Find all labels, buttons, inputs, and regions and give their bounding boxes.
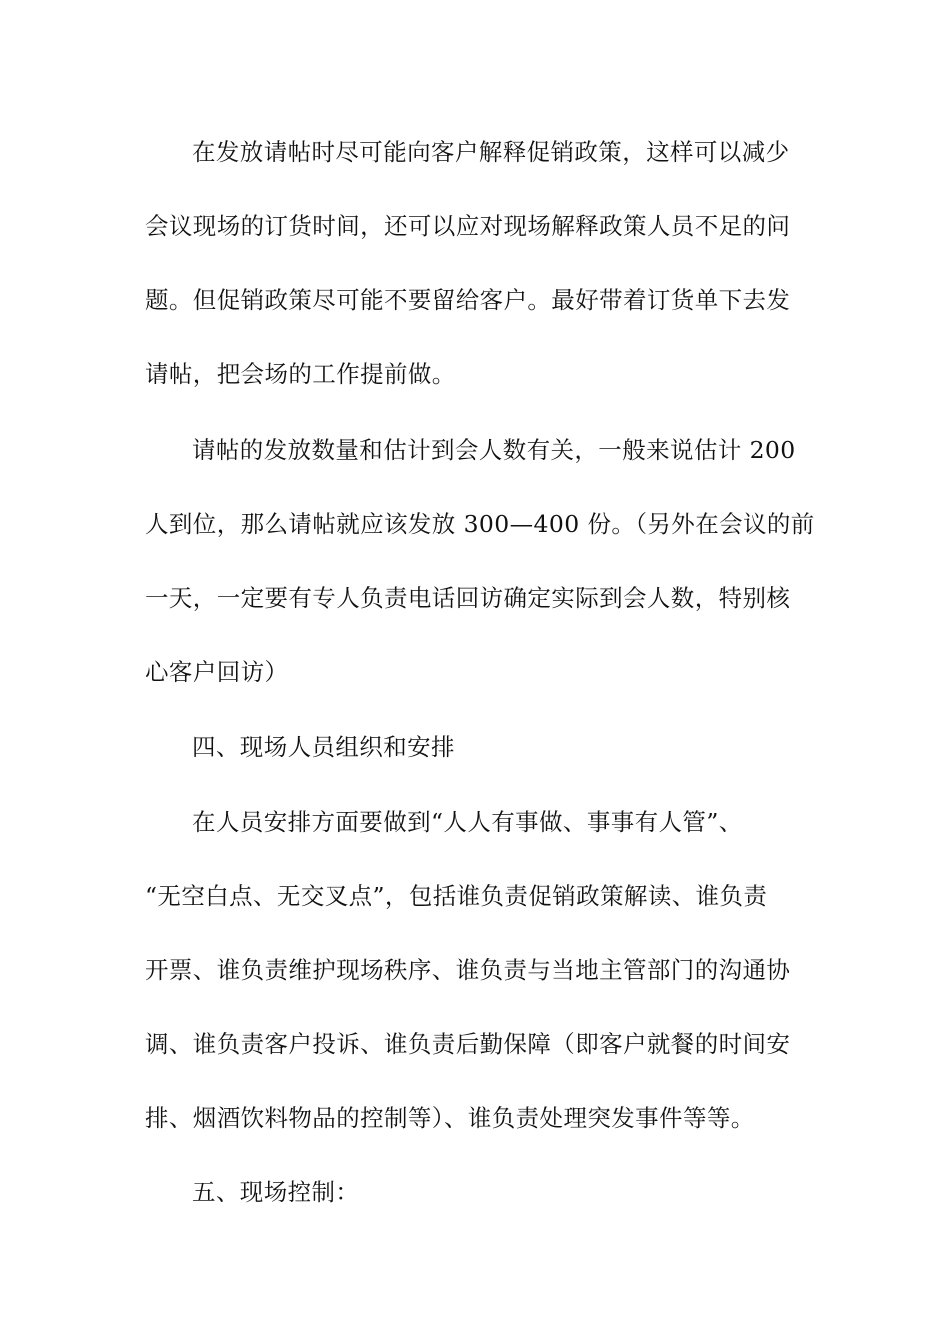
text-line: 开票、谁负责维护现场秩序、谁负责与当地主管部门的沟通协	[145, 956, 791, 984]
text-line: 在人员安排方面要做到“人人有事做、事事有人管”、	[192, 808, 743, 836]
section-heading-control	[145, 1155, 815, 1229]
text-line: 人到位，那么请帖就应该发放 300—400 份。（另外在会议的前	[145, 510, 815, 538]
paragraph-staff-arrangement	[145, 785, 815, 1155]
text-line: 一天，一定要有专人负责电话回访确定实际到会人数，特别核	[145, 584, 791, 612]
heading-text: 四、现场人员组织和安排	[192, 733, 455, 761]
text-line: 在发放请帖时尽可能向客户解释促销政策，这样可以减少	[192, 138, 790, 166]
text-line: 调、谁负责客户投诉、谁负责后勤保障（即客户就餐的时间安	[145, 1030, 791, 1058]
paragraph-invitation-policy	[145, 115, 815, 411]
text-line: 排、烟酒饮料物品的控制等）、谁负责处理突发事件等等。	[145, 1104, 755, 1132]
section-heading-staff	[145, 710, 815, 784]
text-line: 请帖的发放数量和估计到会人数有关，一般来说估计 200	[192, 436, 796, 464]
heading-text: 五、现场控制：	[192, 1178, 360, 1206]
text-line: 题。但促销政策尽可能不要留给客户。最好带着订货单下去发	[145, 286, 791, 314]
text-line: “无空白点、无交叉点”，包括谁负责促销政策解读、谁负责	[145, 882, 768, 910]
paragraph-invitation-quantity	[145, 413, 815, 709]
text-line: 会议现场的订货时间，还可以应对现场解释政策人员不足的问	[145, 212, 791, 240]
text-line: 心客户回访）	[145, 658, 289, 686]
text-line: 请帖，把会场的工作提前做。	[145, 360, 456, 388]
